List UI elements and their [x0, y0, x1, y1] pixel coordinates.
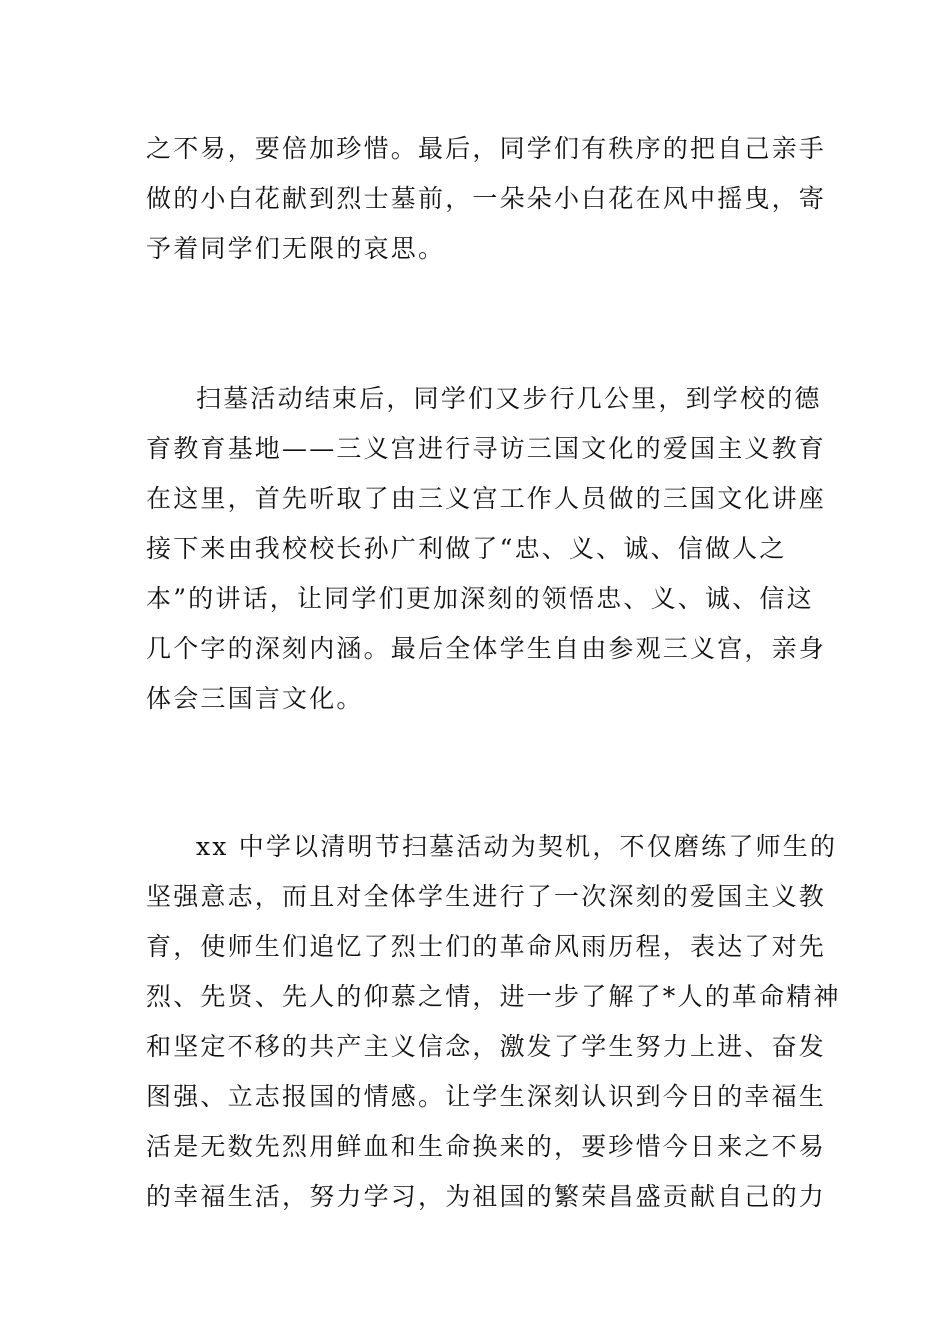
text-line: 在这里，首先听取了由三义宫工作人员做的三国文化讲座 [146, 484, 827, 513]
text-line: 和坚定不移的共产主义信念，激发了学生努力上进、奋发 [146, 1032, 827, 1061]
text-line: 烈、先贤、先人的仰慕之情，进一步了解了*人的革命精神 [146, 982, 841, 1011]
text-line: 几个字的深刻内涵。最后全体学生自由参观三义宫，亲身 [146, 634, 827, 663]
text-line: 扫墓活动结束后，同学们又步行几公里，到学校的德 [196, 384, 822, 413]
text-line: 活是无数先烈用鲜血和生命换来的，要珍惜今日来之不易 [146, 1132, 827, 1161]
text-line: 本”的讲话，让同学们更加深刻的领悟忠、义、诚、信这 [146, 584, 814, 613]
text-line: 体会三国言文化。 [146, 684, 364, 713]
text-line: 之不易，要倍加珍惜。最后，同学们有秩序的把自己亲手 [146, 134, 827, 163]
text-line: 育，使师生们追忆了烈士们的革命风雨历程，表达了对先 [146, 932, 827, 961]
text-line: 图强、立志报国的情感。让学生深刻认识到今日的幸福生 [146, 1082, 827, 1111]
text-line: 接下来由我校校长孙广利做了“忠、义、诚、信做人之 [146, 534, 787, 563]
text-line: 育教育基地——三义宫进行寻访三国文化的爱国主义教育 [146, 434, 827, 463]
text-line: xx 中学以清明节扫墓活动为契机，不仅磨练了师生的 [196, 832, 838, 861]
text-line: 做的小白花献到烈士墓前，一朵朵小白花在风中摇曳，寄 [146, 184, 827, 213]
text-line: 坚强意志，而且对全体学生进行了一次深刻的爱国主义教 [146, 882, 827, 911]
text-line: 的幸福生活，努力学习，为祖国的繁荣昌盛贡献自己的力 [146, 1182, 827, 1211]
text-line: 予着同学们无限的哀思。 [146, 234, 446, 263]
